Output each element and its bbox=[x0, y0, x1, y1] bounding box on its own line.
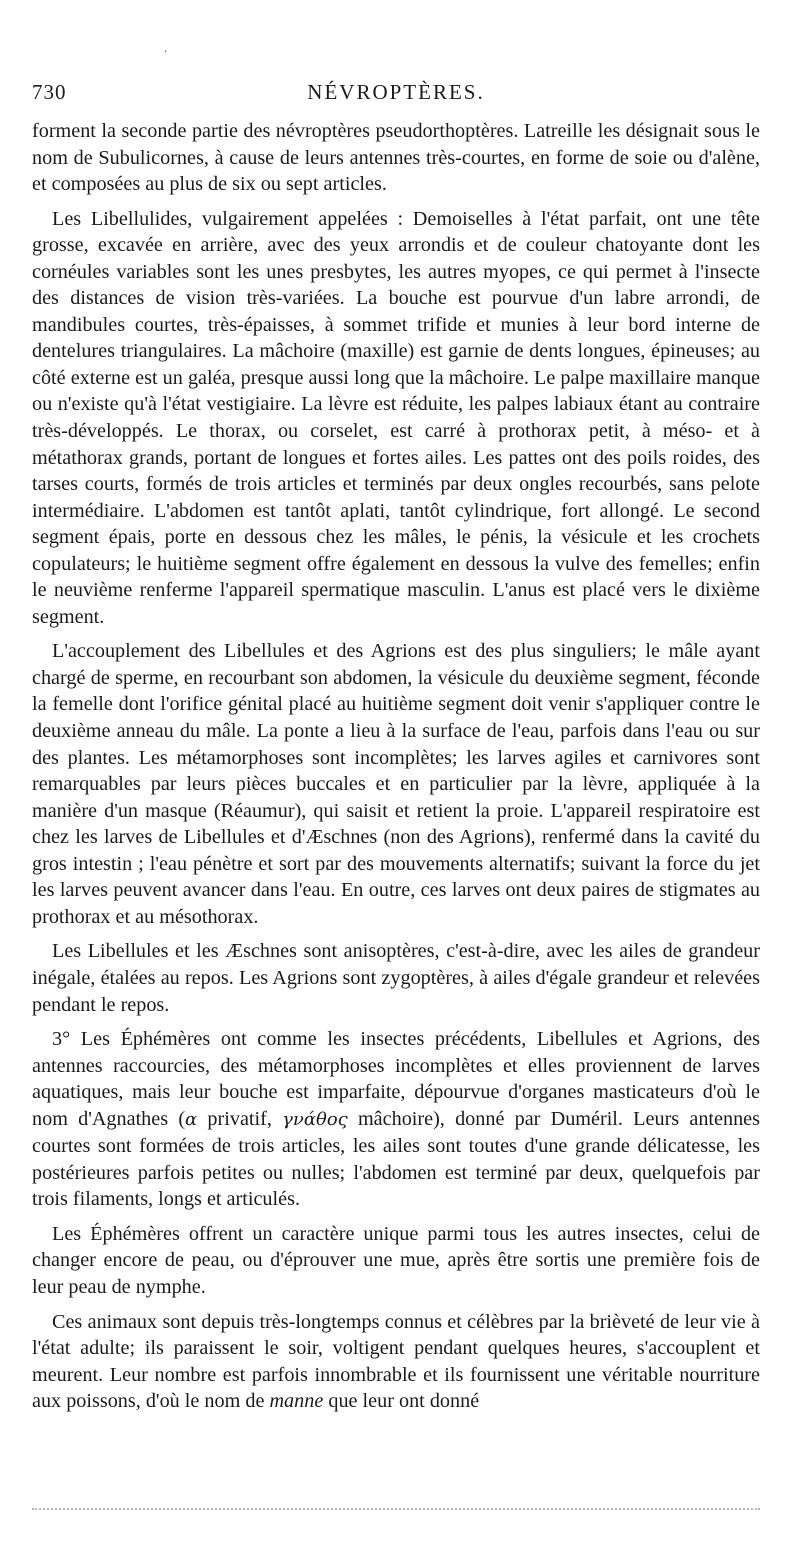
paragraph-text: 3° Les Éphémères ont comme les insectes précédents, Libellules et Agrions, des antennes raccourcies, des métamorphoses incomplètes et elles proviennent de larves aquatiques, mais leur bouche est imparfaite, dépourvue d'organes masticateurs d'où le nom d'Agnathes ( bbox=[32, 1028, 760, 1130]
paragraph-text: mâchoire), donné par Duméril. Leurs antennes courtes sont formées de trois articles, les ailes sont toutes d'une grande délicatesse, les postérieures parfois petites ou nulles; l'abdomen est terminé par deux, quelquefois par trois filaments, longs et articulés. bbox=[32, 1107, 760, 1211]
paragraph-text: L'accouplement des Libellules et des Agrions est des plus singuliers; le mâle ayant chargé de sperme, en recourbant son abdomen, la vésicule du deuxième segment, féconde la femelle dont l'orifice génital placé au huitième segment doit venir s'appliquer contre le deuxième anneau du mâle. La ponte a lieu à la surface de l'eau, parfois dans l'eau ou sur des plantes. Les métamorphoses sont incomplètes; les larves agiles et carnivores sont remarquables par leurs pièces buccales et en particulier par la lèvre, appliquée à la manière d'un masque (Réaumur), qui saisit et retient la proie. L'appareil respiratoire est chez les larves de Libellules et d'Æschnes (non des Agrions), renfermé dans la cavité du gros intestin ; l'eau pénètre et sort par des mouvements alternatifs; suivant la force du jet les larves peuvent avancer dans l'eau. En outre, ces larves ont deux paires de stigmates au prothorax et au mésothorax. bbox=[32, 640, 760, 928]
paragraph-ephemeres bbox=[32, 1026, 760, 1213]
paragraph-text: que leur ont donné bbox=[323, 1390, 480, 1413]
paragraph-subulicornes bbox=[32, 118, 760, 198]
greek-alpha: α bbox=[185, 1108, 198, 1130]
footer-dotted-rule bbox=[32, 1508, 760, 1514]
paragraph-text: Ces animaux sont depuis très-longtemps connus et célèbres par la brièveté de leur vie à l'état adulte; ils paraissent le soir, voltigent pendant quelques heures, s'accouplent et meurent. Leur nombre est parfois innombrable et ils fournissent une véritable nourriture aux poissons, d'où le nom de bbox=[32, 1310, 760, 1413]
paragraph-mue bbox=[32, 1221, 760, 1301]
stray-ink-mark: ∙ bbox=[164, 44, 167, 58]
running-title: NÉVROPTÈRES. bbox=[307, 80, 485, 104]
paragraph-libellulides bbox=[32, 206, 760, 631]
paragraph-brievete bbox=[32, 1309, 760, 1415]
body-text bbox=[32, 118, 760, 1423]
paragraph-accouplement bbox=[32, 638, 760, 930]
paragraph-text: privatif, bbox=[197, 1107, 283, 1130]
paragraph-text: Les Libellulides, vulgairement appelées : Demoiselles à l'état parfait, ont une tête grosse, excavée en arrière, avec des yeux arrondis et de couleur chatoyante dont les cornéules variables sont les unes presbytes, les autres myopes, ce qui permet à l'insecte des distances de vision très-variées. La bouche est pourvue d'un labre arrondi, de mandibules courtes, très-épaisses, à sommet trifide et munies à leur bord interne de dentelures triangulaires. La mâchoire (maxille) est garnie de dents longues, épineuses; au côté externe est un galéa, presque aussi long que la mâchoire. Le palpe maxillaire manque ou n'existe qu'à l'état vestigiaire. La lèvre est réduite, les palpes labiaux étant au contraire très-développés. Le thorax, ou corselet, est carré à prothorax petit, à méso- et à métathorax grands, portant de longues et fortes ailes. Les pattes ont des poils roides, des tarses courts, formés de trois articles et terminés par deux ongles recourbés, sans pelote intermédiaire. L'abdomen est tantôt aplati, tantôt cylindrique, fort allongé. Le second segment épais, porte en dessous chez les mâles, le pénis, la vésicule et les crochets copulateurs; le huitième segment offre également en dessous la vulve des femelles; enfin le neuvième renferme l'appareil spermatique masculin. L'anus est placé vers le dixième segment. bbox=[32, 207, 760, 628]
paragraph-text: forment la seconde partie des névroptères pseudorthoptères. Latreille les désignait sous le nom de Subulicornes, à cause de leurs antennes très-courtes, en forme de soie ou d'alène, et composées au plus de six ou sept articles. bbox=[32, 120, 760, 196]
page-header bbox=[32, 80, 760, 110]
page-number: 730 bbox=[32, 80, 67, 104]
emphasized-word: manne bbox=[269, 1390, 324, 1413]
paragraph-text: Les Libellules et les Æschnes sont anisoptères, c'est-à-dire, avec les ailes de grandeur inégale, étalées au repos. Les Agrions sont zygoptères, à ailes d'égale grandeur et relevées pendant le repos. bbox=[32, 940, 760, 1016]
paragraph-text: Les Éphémères offrent un caractère unique parmi tous les autres insectes, celui de changer encore de peau, ou d'éprouver une mue, après être sortis une première fois de leur peau de nymphe. bbox=[32, 1222, 760, 1298]
greek-word: γνάθος bbox=[282, 1108, 348, 1130]
paragraph-anisopteres bbox=[32, 938, 760, 1018]
